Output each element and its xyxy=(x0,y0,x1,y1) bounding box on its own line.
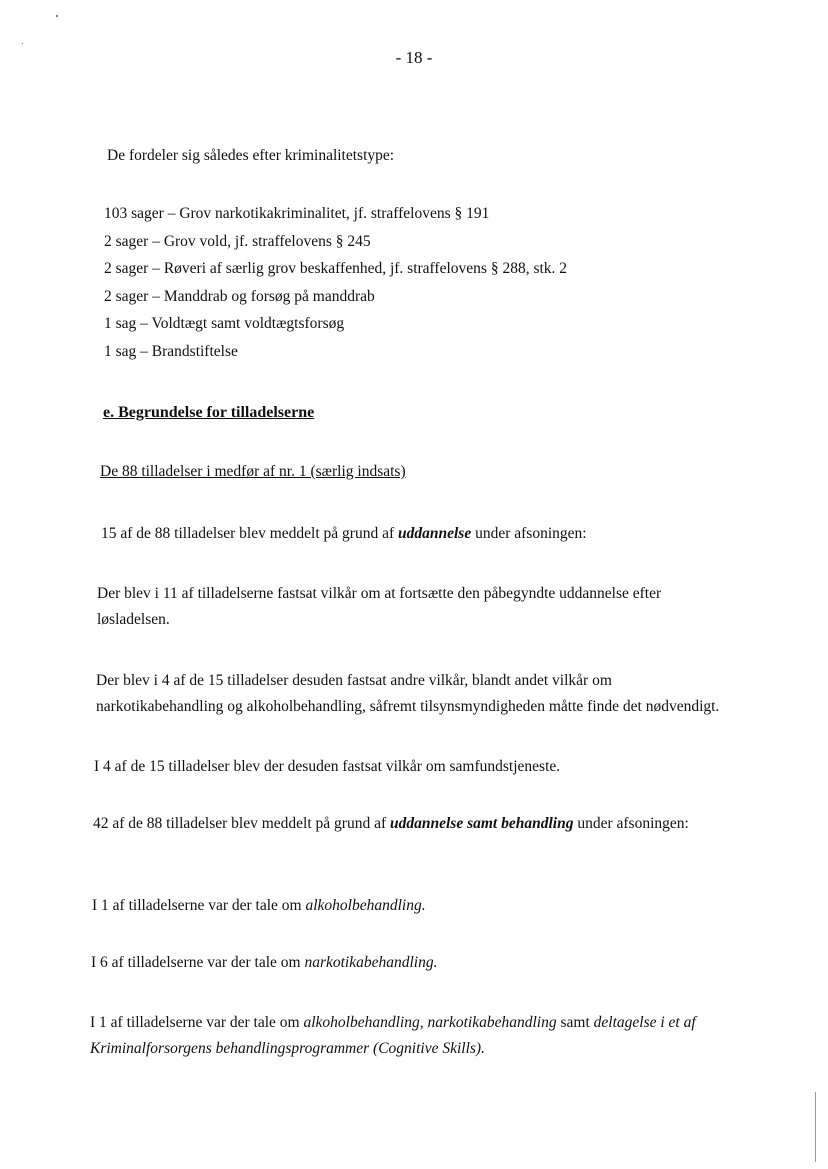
scan-speck xyxy=(22,43,23,44)
list-item: 2 sager – Røveri af særlig grov beskaffenhed, jf. straffelovens § 288, stk. 2 xyxy=(104,260,568,278)
paragraph-combined-treatment xyxy=(90,1010,720,1062)
emphasis-text: deltagelse i et af Kriminalforsorgens behandlingsprogrammer (Cognitive Skills). xyxy=(90,1014,696,1057)
subsection-heading: De 88 tilladelser i medfør af nr. 1 (særlig indsats) xyxy=(100,463,406,480)
paragraph-text: under afsoningen: xyxy=(573,815,689,832)
section-heading: e. Begrundelse for tilladelserne xyxy=(103,404,315,421)
list-item: 2 sager – Grov vold, jf. straffelovens § 245 xyxy=(104,232,371,250)
emphasis-text: alkoholbehandling. xyxy=(305,897,426,914)
page-number: - 18 - xyxy=(395,48,433,67)
list-item: 2 sager – Manddrab og forsøg på manddrab xyxy=(104,287,375,305)
emphasis-text: uddannelse samt behandling xyxy=(389,815,574,832)
emphasis-text: narkotikabehandling. xyxy=(304,954,438,971)
list-item: 103 sager – Grov narkotikakriminalitet, jf. straffelovens § 191 xyxy=(104,205,490,222)
paragraph-text: I 6 af tilladelserne var der tale om xyxy=(91,954,305,971)
list-item: 1 sag – Brandstiftelse xyxy=(104,342,238,360)
paragraph-narcotics xyxy=(91,950,711,976)
paragraph-other-conditions: Der blev i 4 af de 15 tilladelser desuden fastsat andre vilkår, blandt andet vilkår om narkotikabehandling og alkoholbehandling, såfremt tilsynsmyndigheden måtte finde det nødvendigt. xyxy=(96,672,720,715)
paragraph-alcohol xyxy=(92,893,712,919)
emphasis-text: uddannelse xyxy=(397,525,472,542)
list-item: 1 sag – Voldtægt samt voldtægtsforsøg xyxy=(104,315,345,333)
scan-edge-line xyxy=(815,1092,816,1162)
paragraph-text: I 1 af tilladelserne var der tale om xyxy=(90,1014,304,1031)
emphasis-text: alkoholbehandling, narkotikabehandling xyxy=(303,1014,557,1031)
paragraph-text: 42 af de 88 tilladelser blev meddelt på grund af xyxy=(93,815,390,832)
paragraph-text: I 1 af tilladelserne var der tale om xyxy=(92,897,306,914)
paragraph-conditions-education: Der blev i 11 af tilladelserne fastsat vilkår om at fortsætte den påbegyndte uddannelse efter løsladelsen. xyxy=(97,585,662,628)
paragraph-education xyxy=(101,521,741,547)
crime-type-list xyxy=(104,204,567,370)
paragraph-text: samt xyxy=(556,1014,594,1031)
paragraph-text: under afsoningen: xyxy=(471,525,587,542)
paragraph-education-treatment xyxy=(93,811,721,837)
intro-text: De fordeler sig således efter kriminalitetstype: xyxy=(107,147,395,164)
scan-speck xyxy=(56,15,58,17)
paragraph-text: 15 af de 88 tilladelser blev meddelt på grund af xyxy=(101,525,398,542)
paragraph-community-service: I 4 af de 15 tilladelser blev der desuden fastsat vilkår om samfundstjeneste. xyxy=(94,758,561,775)
